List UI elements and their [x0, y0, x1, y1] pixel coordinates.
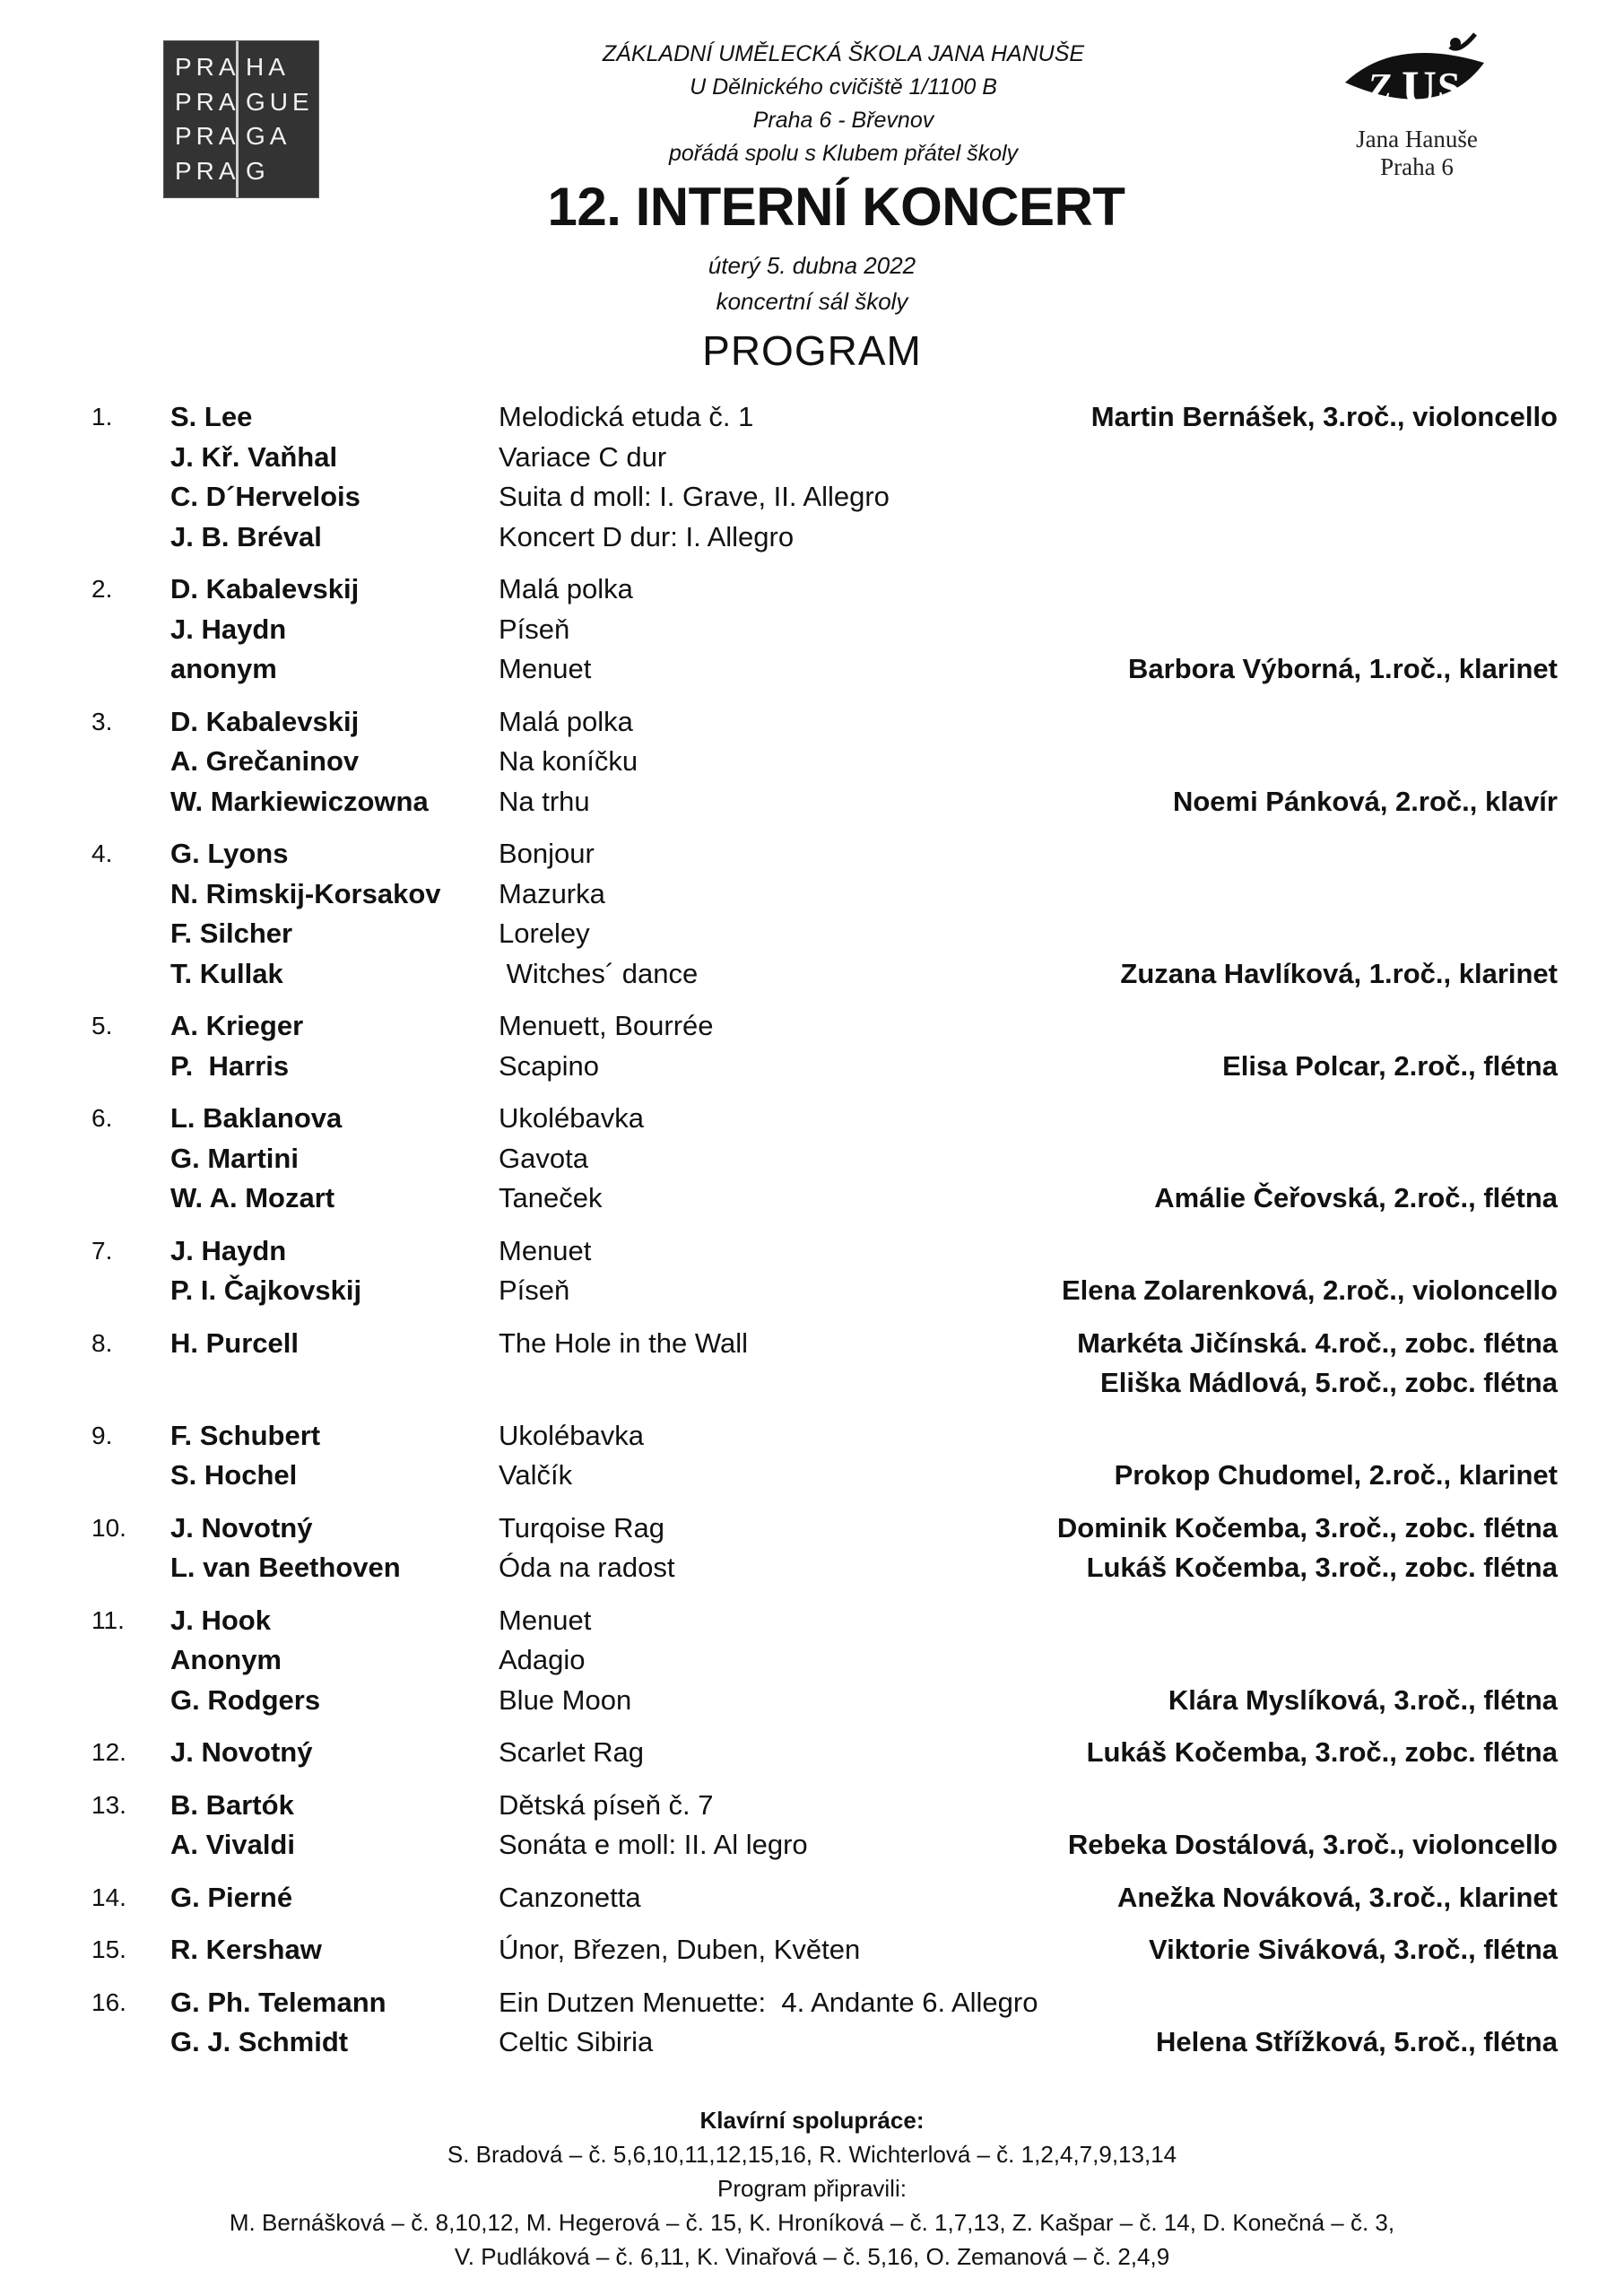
logo-caption-1: Jana Hanuše: [1356, 126, 1478, 152]
item-number: 8.: [91, 1328, 113, 1357]
program-list: [0, 397, 1624, 2075]
program-row: [0, 1548, 1624, 1588]
performer-name: Lukáš Kočemba, 3.roč., zobc. flétna: [1086, 1552, 1558, 1583]
program-row: [0, 1640, 1624, 1681]
item-number: 5.: [91, 1012, 113, 1039]
piece-title: Menuett, Bourrée: [499, 1010, 714, 1041]
logo-caption-2: Praha 6: [1380, 153, 1454, 181]
program-row: [0, 954, 1624, 995]
svg-text:S: S: [1437, 64, 1461, 109]
piece-title: Malá polka: [499, 573, 633, 604]
school-name: ZÁKLADNÍ UMĚLECKÁ ŠKOLA JANA HANUŠE: [602, 41, 1085, 66]
composer-name: T. Kullak: [170, 957, 283, 989]
program-item: [0, 1733, 1624, 1773]
composer-name: D. Kabalevskij: [170, 705, 360, 737]
program-row: [0, 1601, 1624, 1641]
program-row: [0, 438, 1624, 478]
program-row: [0, 1006, 1624, 1047]
composer-name: G. Pierné: [170, 1881, 293, 1913]
program-item: [0, 1601, 1624, 1721]
piece-title: Canzonetta: [499, 1881, 641, 1913]
composer-name: J. Hook: [170, 1604, 271, 1636]
program-item: [0, 834, 1624, 994]
composer-name: J. B. Bréval: [170, 520, 322, 552]
performer-name: Amálie Čeřovská, 2.roč., flétna: [1154, 1182, 1558, 1213]
composer-name: A. Grečaninov: [170, 745, 360, 777]
program-row: [0, 1509, 1624, 1549]
program-row: [0, 1878, 1624, 1918]
composer-name: S. Hochel: [170, 1459, 298, 1491]
program-item: [0, 1006, 1624, 1086]
program-row: [0, 1139, 1624, 1179]
piece-title: Adagio: [499, 1644, 586, 1675]
item-number: 12.: [91, 1738, 126, 1766]
item-number: 10.: [91, 1513, 126, 1542]
item-number: 15.: [91, 1935, 126, 1963]
organizer-line: pořádá spolu s Klubem přátel školy: [668, 141, 1019, 166]
logo-text: G: [246, 156, 270, 185]
program-row: [0, 914, 1624, 954]
program-row: [0, 782, 1624, 822]
item-number: 13.: [91, 1790, 126, 1819]
logo-text: HA: [246, 53, 290, 82]
piece-title: Malá polka: [499, 705, 633, 737]
piece-title: Dětská píseň č. 7: [499, 1788, 714, 1821]
program-row: [0, 1825, 1624, 1866]
program-item: [0, 1878, 1624, 1918]
composer-name: F. Schubert: [170, 1419, 321, 1451]
composer-name: G. Rodgers: [170, 1683, 321, 1716]
header: [0, 38, 1624, 170]
prepared-by-heading: Program připravili:: [717, 2175, 907, 2202]
program-item: [0, 1983, 1624, 2063]
program-row: [0, 1983, 1624, 2023]
footer: [0, 2103, 1624, 2274]
program-heading: PROGRAM: [702, 327, 922, 374]
program-item: [0, 1930, 1624, 1970]
performer-name: Helena Střížková, 5.roč., flétna: [1156, 2026, 1558, 2057]
piece-title: Na trhu: [499, 785, 590, 817]
item-number: 3.: [91, 707, 113, 735]
program-row: [0, 1681, 1624, 1721]
piece-title: Taneček: [499, 1182, 603, 1213]
program-row: [0, 874, 1624, 915]
piece-title: Witches´ dance: [499, 957, 699, 989]
logo-text: GA: [246, 122, 291, 151]
concert-venue: koncertní sál školy: [716, 288, 908, 315]
composer-name: W. Markiewiczowna: [170, 785, 429, 817]
program-item: [0, 1416, 1624, 1496]
piano-collab-line: S. Bradová – č. 5,6,10,11,12,15,16, R. Wichterlová – č. 1,2,4,7,9,13,14: [447, 2141, 1177, 2168]
program-row: [0, 1733, 1624, 1773]
item-number: 4.: [91, 839, 113, 867]
piece-title: Scapino: [499, 1049, 600, 1082]
program-row: [0, 1324, 1624, 1364]
concert-title: 12. INTERNÍ KONCERT: [547, 177, 1125, 237]
piece-title: Menuet: [499, 653, 592, 684]
program-row: [0, 1231, 1624, 1272]
piece-title: Gavota: [499, 1142, 588, 1174]
composer-name: J. Haydn: [170, 613, 287, 645]
performer-name: Noemi Pánková, 2.roč., klavír: [1172, 785, 1558, 817]
performer-name: Martin Bernášek, 3.roč., violoncello: [1090, 401, 1558, 432]
performer-name: Barbora Výborná, 1.roč., klarinet: [1128, 653, 1558, 684]
piece-title: Píseň: [499, 613, 570, 645]
logo-text: PRA: [175, 156, 240, 185]
composer-name: H. Purcell: [170, 1326, 299, 1359]
logo-text: PRA: [175, 122, 240, 151]
program-row: [0, 834, 1624, 874]
item-number: 16.: [91, 1987, 126, 2016]
piece-title: Ein Dutzen Menuette: 4. Andante 6. Allegro: [499, 1986, 1038, 2018]
piece-title: Menuet: [499, 1604, 592, 1636]
item-number: 2.: [91, 575, 113, 603]
performer-name: Markéta Jičínská. 4.roč., zobc. flétna: [1077, 1326, 1558, 1359]
performer-name: Anežka Nováková, 3.roč., klarinet: [1116, 1881, 1558, 1913]
performer-name: Zuzana Havlíková, 1.roč., klarinet: [1120, 957, 1558, 989]
program-row: [0, 702, 1624, 743]
composer-name: J. Kř. Vaňhal: [170, 440, 338, 473]
piece-title: Blue Moon: [499, 1683, 632, 1716]
composer-name: G. J. Schmidt: [170, 2026, 349, 2057]
composer-name: G. Martini: [170, 1142, 299, 1174]
performer-name: Klára Myslíková, 3.roč., flétna: [1168, 1683, 1558, 1716]
item-number: 6.: [91, 1104, 113, 1132]
piece-title: Celtic Sibiria: [499, 2026, 654, 2057]
composer-name: B. Bartók: [170, 1788, 294, 1821]
piece-title: Ukolébavka: [499, 1419, 644, 1451]
prepared-by-line-1: M. Bernášková – č. 8,10,12, M. Hegerová – č. 15, K. Hroníková – č. 1,7,13, Z. Kašpar – č. 14, D. Konečná – č. 3,: [229, 2209, 1395, 2236]
program-row: [0, 2022, 1624, 2063]
item-number: 9.: [91, 1421, 113, 1449]
composer-name: J. Haydn: [170, 1234, 287, 1266]
composer-name: P. Harris: [170, 1049, 290, 1082]
piece-title: Scarlet Rag: [499, 1736, 644, 1768]
program-item: [0, 1509, 1624, 1588]
composer-name: W. A. Mozart: [170, 1182, 335, 1213]
item-number: 11.: [91, 1605, 125, 1634]
piano-collab-heading: Klavírní spolupráce:: [699, 2107, 925, 2134]
composer-name: R. Kershaw: [170, 1934, 322, 1965]
logo-text: PRA: [175, 87, 240, 116]
program-item: [0, 397, 1624, 557]
composer-name: G. Lyons: [170, 838, 289, 869]
program-row: [0, 1047, 1624, 1087]
piece-title: The Hole in the Wall: [499, 1326, 748, 1359]
piece-title: Ukolébavka: [499, 1102, 644, 1134]
program-row: [0, 742, 1624, 782]
program-row: [0, 1178, 1624, 1219]
program-row: [0, 1456, 1624, 1496]
performer-name: Prokop Chudomel, 2.roč., klarinet: [1114, 1459, 1558, 1491]
svg-text:Z: Z: [1368, 65, 1392, 109]
composer-name: D. Kabalevskij: [170, 573, 360, 604]
program-row: [0, 517, 1624, 558]
program-row: [0, 477, 1624, 517]
program-row: [0, 649, 1624, 690]
composer-name: L. Baklanova: [170, 1102, 343, 1134]
composer-name: F. Silcher: [170, 918, 293, 949]
performer-name: Viktorie Siváková, 3.roč., flétna: [1148, 1934, 1558, 1965]
program-item: [0, 1231, 1624, 1311]
performer-name: Elisa Polcar, 2.roč., flétna: [1222, 1049, 1558, 1082]
composer-name: Anonym: [170, 1644, 282, 1675]
composer-name: anonym: [170, 653, 277, 684]
item-number: 14.: [91, 1883, 126, 1911]
composer-name: S. Lee: [170, 401, 253, 432]
composer-name: N. Rimskij-Korsakov: [170, 877, 441, 909]
logo-text: GUE: [246, 87, 314, 116]
logo-text: PRA: [175, 53, 240, 82]
composer-name: A. Vivaldi: [170, 1829, 295, 1860]
piece-title: Sonáta e moll: II. Al legro: [499, 1829, 808, 1860]
program-item: [0, 702, 1624, 822]
performer-name: Eliška Mádlová, 5.roč., zobc. flétna: [1100, 1367, 1558, 1398]
performer-name: Rebeka Dostálová, 3.roč., violoncello: [1067, 1829, 1558, 1860]
piece-title: Koncert D dur: I. Allegro: [499, 520, 795, 552]
piece-title: Na koníčku: [499, 745, 638, 777]
performer-name: Dominik Kočemba, 3.roč., zobc. flétna: [1056, 1511, 1558, 1544]
performer-name: Lukáš Kočemba, 3.roč., zobc. flétna: [1086, 1736, 1558, 1768]
piece-title: Suita d moll: I. Grave, II. Allegro: [499, 481, 890, 512]
program-row: [0, 1930, 1624, 1970]
piece-title: Píseň: [499, 1274, 570, 1306]
piece-title: Valčík: [499, 1459, 573, 1491]
program-row: [0, 1271, 1624, 1311]
composer-name: P. I. Čajkovskij: [170, 1274, 362, 1306]
program-row: [0, 610, 1624, 650]
piece-title: Variace C dur: [499, 440, 667, 473]
program-row: [0, 570, 1624, 610]
piece-title: Turqoise Rag: [499, 1511, 664, 1544]
concert-date: úterý 5. dubna 2022: [708, 252, 916, 279]
performer-name: Elena Zolarenková, 2.roč., violoncello: [1061, 1274, 1558, 1306]
program-row: [0, 1786, 1624, 1826]
piece-title: Menuet: [499, 1234, 592, 1266]
program-item: [0, 1786, 1624, 1866]
school-district: Praha 6 - Břevnov: [752, 108, 934, 133]
composer-name: C. D´Hervelois: [170, 481, 360, 512]
piece-title: Bonjour: [499, 838, 595, 869]
piece-title: Mazurka: [499, 877, 605, 909]
school-address: U Dělnického cvičiště 1/1100 B: [690, 74, 997, 100]
composer-name: L. van Beethoven: [170, 1552, 401, 1583]
svg-text:U: U: [1402, 61, 1437, 115]
composer-name: J. Novotný: [170, 1511, 313, 1544]
program-row: [0, 397, 1624, 438]
program-row: [0, 1363, 1624, 1404]
piece-title: Únor, Březen, Duben, Květen: [499, 1934, 861, 1965]
program-item: [0, 570, 1624, 690]
date-venue: [0, 248, 1624, 319]
program-item: [0, 1099, 1624, 1219]
program-row: [0, 1416, 1624, 1457]
program-item: [0, 1324, 1624, 1404]
piece-title: Óda na radost: [499, 1552, 675, 1583]
piece-title: Loreley: [499, 918, 590, 949]
composer-name: A. Krieger: [170, 1010, 304, 1041]
piece-title: Melodická etuda č. 1: [499, 401, 754, 432]
program-row: [0, 1099, 1624, 1139]
item-number: 1.: [91, 403, 113, 430]
composer-name: G. Ph. Telemann: [170, 1986, 386, 2018]
item-number: 7.: [91, 1236, 113, 1265]
composer-name: J. Novotný: [170, 1736, 313, 1768]
prepared-by-line-2: V. Pudláková – č. 6,11, K. Vinařová – č. 5,16, O. Zemanová – č. 2,4,9: [454, 2243, 1170, 2270]
